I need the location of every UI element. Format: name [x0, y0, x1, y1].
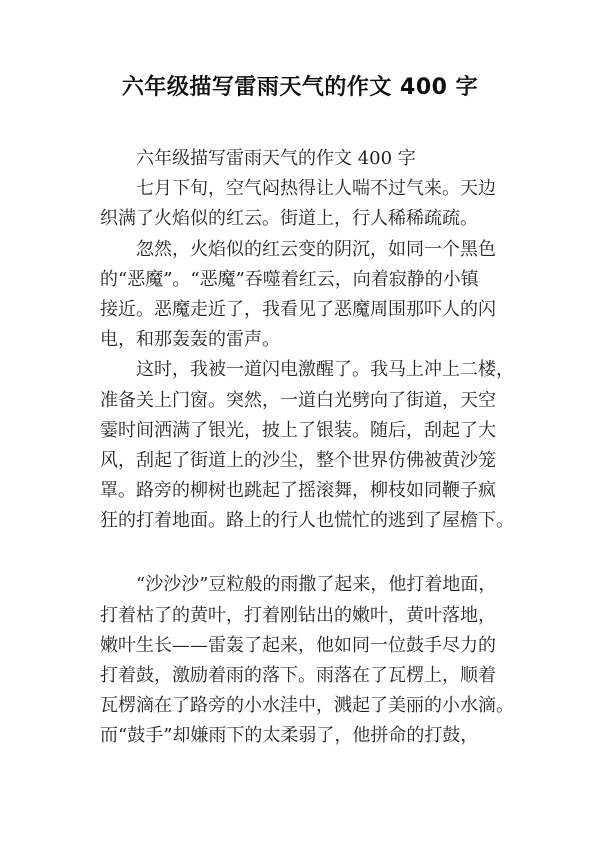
text-line: 罩。路旁的柳树也跳起了摇滚舞，柳枝如同鞭子疯 — [100, 480, 496, 502]
text-line: 电，和那轰轰的雷声。 — [100, 329, 280, 351]
text-line: 的“恶魔”。“恶魔”吞噬着红云，向着寂静的小镇 — [100, 268, 479, 290]
essay-body — [100, 144, 520, 752]
text-line: 打着鼓，激励着雨的落下。雨落在了瓦楞上，顺着 — [100, 665, 496, 686]
text-line: 霎时间洒满了银光，披上了银装。随后，刮起了大 — [100, 419, 496, 441]
text-line: 而“鼓手”却嫌雨下的太柔弱了，他拼命的打鼓， — [100, 725, 479, 747]
text-line: 瓦楞滴在了路旁的小水洼中，溅起了美丽的小水滴。 — [100, 695, 514, 717]
text-line: 这时，我被一道闪电激醒了。我马上冲上二楼， — [136, 359, 514, 381]
text-line: 接近。恶魔走近了，我看见了恶魔周围那吓人的闪 — [100, 298, 496, 320]
paragraph-gap — [100, 536, 520, 570]
text-line: 织满了火焰似的红云。街道上，行人稀稀疏疏。 — [100, 208, 478, 230]
text-line: 准备关上门窗。突然，一道白光劈向了街道，天空 — [100, 389, 496, 411]
text-line: “沙沙沙”豆粒般的雨撒了起来，他打着地面， — [136, 574, 497, 596]
text-line: 嫩叶生长——雷轰了起来，他如同一位鼓手尽力的 — [100, 634, 496, 656]
text-line: 风，刮起了街道上的沙尘，整个世界仿佛被黄沙笼 — [100, 449, 496, 471]
page-title: 六年级描写雷雨天气的作文 400 字 — [121, 75, 479, 100]
text-line: 狂的打着地面。路上的行人也慌忙的逃到了屋檐下。 — [100, 510, 514, 532]
text-line: 忽然，火焰似的红云变的阴沉，如同一个黑色 — [136, 238, 496, 260]
text-line: 七月下旬，空气闷热得让人喘不过气来。天边 — [136, 178, 496, 200]
subtitle-line: 六年级描写雷雨天气的作文 400 字 — [136, 148, 416, 169]
text-line: 打着枯了的黄叶，打着刚钻出的嫩叶，黄叶落地， — [100, 604, 496, 626]
